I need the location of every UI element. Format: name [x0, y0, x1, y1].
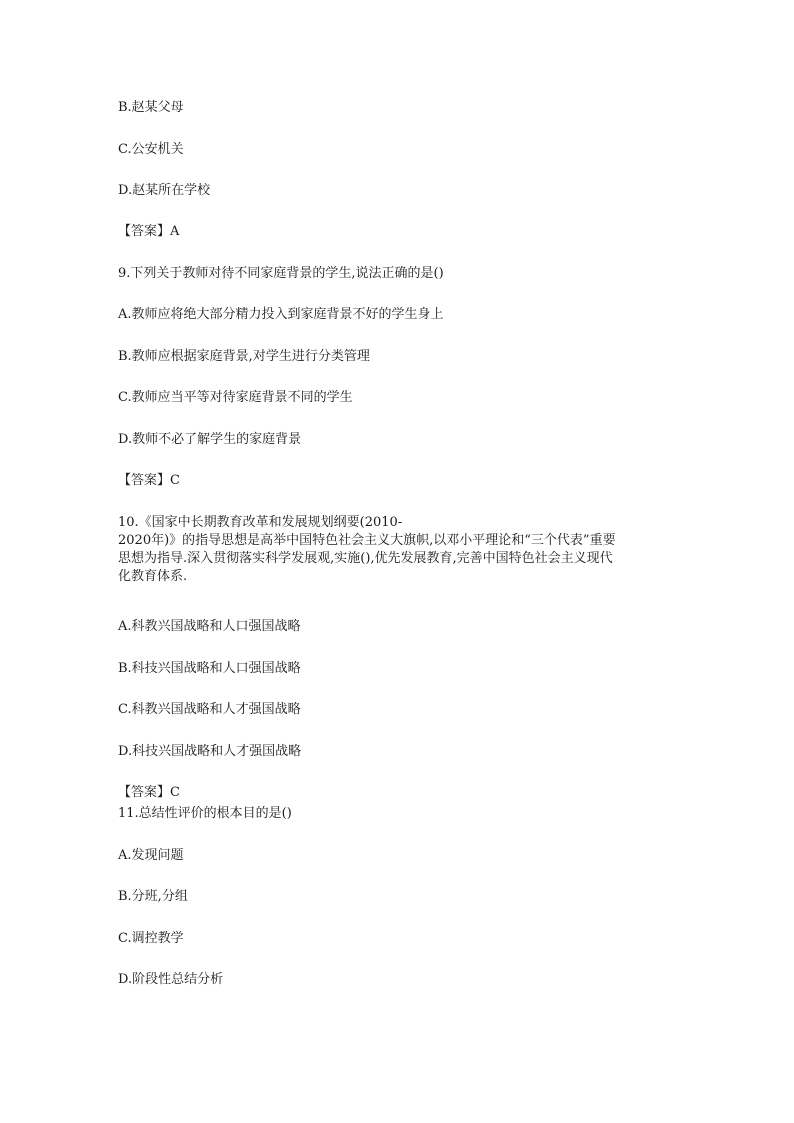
q10-question-line: 2020年)》的指导思想是高举中国特色社会主义大旗帜,以邓小平理论和“三个代表”重要 [118, 533, 616, 548]
q9-option-c: C.教师应当平等对待家庭背景不同的学生 [118, 390, 353, 405]
q9-option-b: B.教师应根据家庭背景,对学生进行分类管理 [118, 349, 370, 364]
q11-option-c: C.调控教学 [118, 931, 184, 946]
q9-question: 9.下列关于教师对待不同家庭背景的学生,说法正确的是() [118, 266, 444, 281]
q9-option-a: A.教师应将绝大部分精力投入到家庭背景不好的学生身上 [118, 307, 444, 322]
q11-option-d: D.阶段性总结分析 [118, 972, 224, 987]
q10-question [118, 514, 678, 586]
q10-option-d: D.科技兴国战略和人才强国战略 [118, 744, 302, 759]
q11-question: 11.总结性评价的根本目的是() [118, 806, 292, 821]
q10-option-b: B.科技兴国战略和人口强国战略 [118, 661, 301, 676]
q11-option-a: A.发现问题 [118, 848, 184, 863]
q10-question-line: 思想为指导.深入贯彻落实科学发展观,实施(),优先发展教育,完善中国特色社会主义现代 [118, 551, 613, 566]
q9-answer: 【答案】C [118, 473, 180, 488]
q10-option-c: C.科教兴国战略和人才强国战略 [118, 702, 301, 717]
q10-answer: 【答案】C [118, 785, 180, 800]
q9-option-d: D.教师不必了解学生的家庭背景 [118, 432, 302, 447]
q11-option-b: B.分班,分组 [118, 889, 188, 904]
q10-question-line: 化教育体系. [118, 569, 188, 584]
q8-answer: 【答案】A [118, 224, 180, 239]
q8-option-d: D.赵某所在学校 [118, 183, 211, 198]
q8-option-c: C.公安机关 [118, 142, 184, 157]
q10-option-a: A.科教兴国战略和人口强国战略 [118, 619, 301, 634]
q10-question-line: 10.《国家中长期教育改革和发展规划纲要(2010- [118, 515, 403, 530]
q8-option-b: B.赵某父母 [118, 100, 184, 115]
